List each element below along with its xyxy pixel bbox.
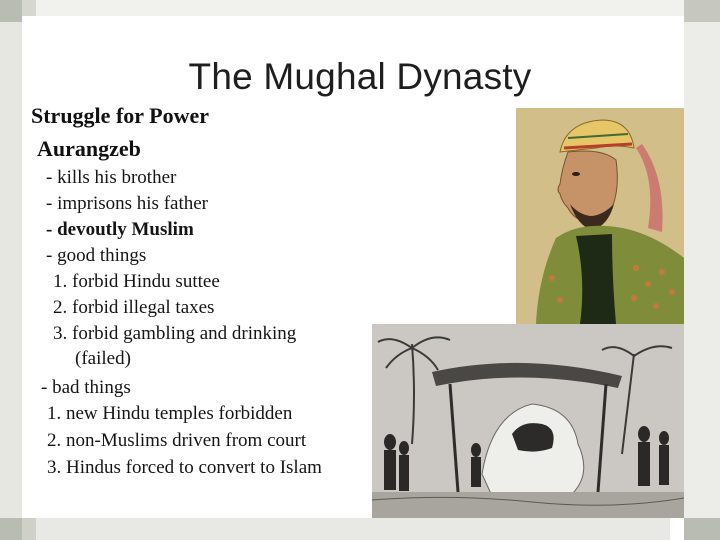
section-heading: Struggle for Power — [31, 103, 209, 128]
numbered-line: 3. Hindus forced to convert to Islam — [47, 457, 322, 478]
bullet-line: - bad things — [41, 377, 131, 398]
subject-heading: Aurangzeb — [37, 136, 141, 161]
numbered-line: 1. new Hindu temples forbidden — [47, 403, 293, 424]
numbered-line: 3. forbid gambling and drinking — [53, 323, 297, 344]
frame-corner-bottom-left-inner — [22, 518, 36, 540]
bullet-line: - kills his brother — [46, 167, 177, 188]
frame-corner-bottom-right — [684, 518, 720, 540]
bullet-line: - imprisons his father — [46, 193, 209, 214]
portrait-illustration — [516, 108, 684, 324]
numbered-line: 2. non-Muslims driven from court — [47, 430, 307, 451]
portrait-image — [516, 108, 684, 324]
bullet-line: - devoutly Muslim — [46, 219, 194, 240]
frame-top — [36, 0, 684, 16]
frame-bottom — [36, 518, 670, 540]
frame-corner-top-left — [0, 0, 22, 22]
engraving-image — [372, 324, 684, 518]
slide-title: The Mughal Dynasty — [188, 56, 532, 97]
numbered-line-continuation: (failed) — [75, 348, 131, 369]
engraving-illustration — [372, 324, 684, 518]
frame-corner-top-right — [684, 0, 720, 22]
bullet-line: - good things — [46, 245, 147, 266]
frame-corner-bottom-left — [0, 518, 22, 540]
numbered-line: 2. forbid illegal taxes — [53, 297, 215, 318]
frame-corner-top-left-inner — [22, 0, 36, 16]
numbered-line: 1. forbid Hindu suttee — [53, 271, 220, 292]
